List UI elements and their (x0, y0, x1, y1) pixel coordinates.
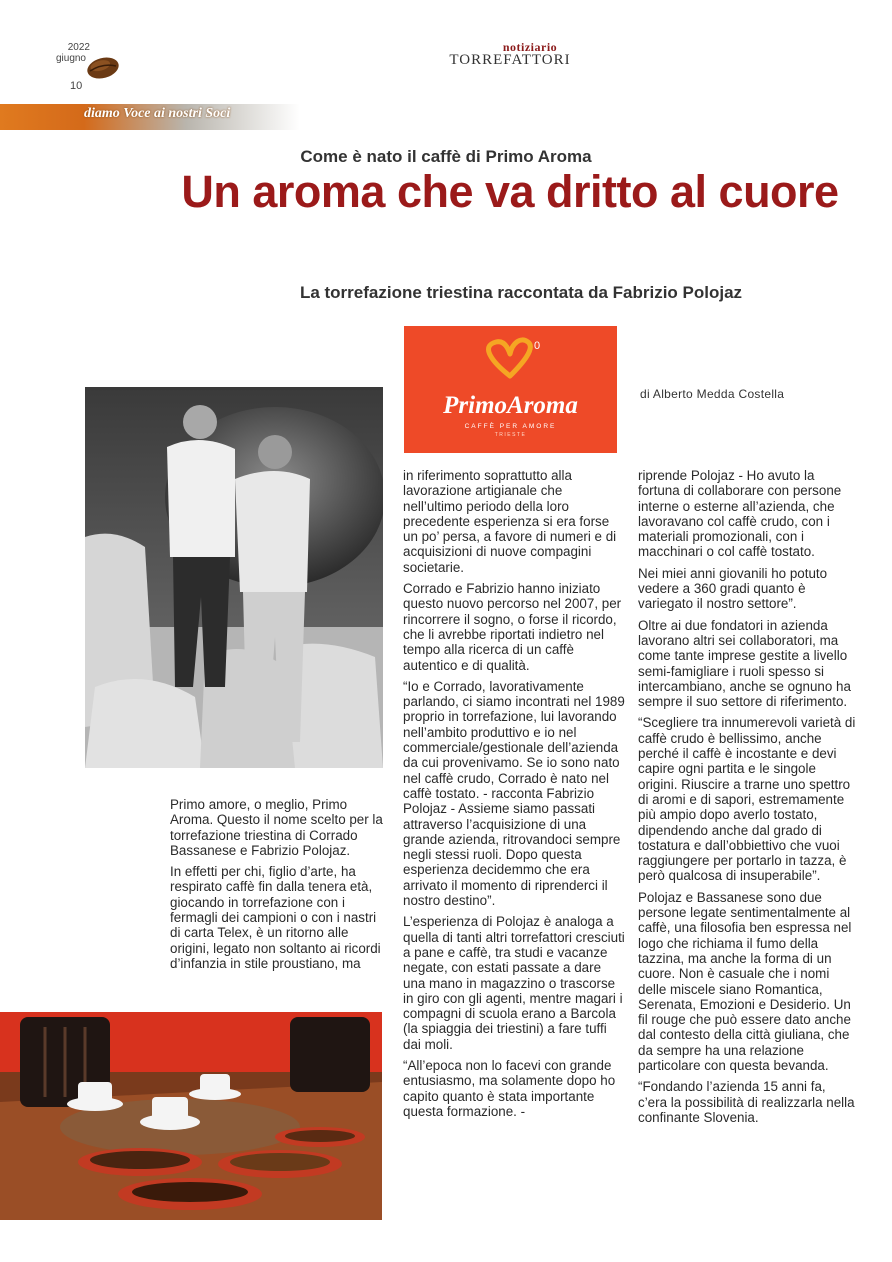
article-kicker: Come è nato il caffè di Primo Aroma (300, 147, 592, 166)
paragraph: Polojaz e Bassanese sono due persone legate sentimentalmente al caffè, una filosofia ben espressa nel logo che richiama il fumo della tazzina, ma anche la forma di un cuore. Non è casuale che i nomi delle miscele siano Romantica, Serenata, Emozioni e Desiderio. Un fil rouge che può essere dato anche dal contesto della città giuliana, che da sempre ha una relazione particolare con questa bevanda. (638, 889, 852, 1073)
paragraph: L’esperienza di Polojaz è analoga a quella di tanti altri torrefattori cresciuti a pane e caffè, tra studi e vacanze negate, con estati passate a dare una mano in magazzino o trascorse in giro con gli agenti, mentre magari i compagni di scuola erano a Barcola (la spiaggia dei triestini) a fare tuffi dai moli. (403, 914, 625, 1052)
issue-month: giugno (55, 53, 86, 64)
primo-aroma-logo (404, 326, 617, 453)
article-subtitle: La torrefazione triestina raccontata da Fabrizio Polojaz (299, 283, 743, 302)
paragraph: Primo amore, o meglio, Primo Aroma. Questo il nome scelto per la torrefazione triestina di Corrado Bassanese e Fabrizio Polojaz. (170, 797, 383, 858)
paragraph: “All’epoca non lo facevi con grande entusiasmo, ma solamente dopo ho capito quanto è stata importante questa formazione. - (403, 1057, 616, 1119)
coffee-bean-icon (85, 55, 121, 81)
article-title: Un aroma che va dritto al cuore (181, 166, 839, 217)
paragraph: in riferimento soprattutto alla lavorazione artigianale che nell’ultimo periodo della loro precedente esperienza si era forse un po’ persa, a favore di numeri e di acquisizioni di nuove compagini societarie. (403, 468, 617, 575)
paragraph: “Scegliere tra innumerevoli varietà di caffè crudo è bellissimo, anche perché il caffè è incostante e devi capire ogni partita e le singole origini. Riuscire a trarne uno spettro di aromi e di sapori, estremamente più ampio dopo averlo tostato, dipendendo anche dal grado di tostatura e dall’obbiettivo che vuoi raggiungere per portarlo in tazza, è però qualcosa di insuperabile”. (638, 715, 856, 884)
logo-city: TRIESTE (494, 432, 527, 438)
paragraph: In effetti per chi, figlio d’arte, ha respirato caffè fin dalla tenera età, giocando in torrefazione con i fermagli dei campioni o con i nastri di carta Telex, è un ritorno alle origini, legato non soltanto ai ricordi d’infanzia in stile proustiano, ma (170, 864, 381, 971)
coffee-cups-photo (0, 1012, 382, 1220)
article-byline: di Alberto Medda Costella (640, 387, 785, 401)
paragraph: “Io e Corrado, lavorativamente parlando, ci siamo incontrati nel 1989 proprio in torrefazione, lui lavorando nell’ambito produttivo e io nel commerciale/gestionale dell’azienda da cui provenivamo. Se io sono nato nel caffè crudo, Corrado è nato nel caffè tostato. - racconta Fabrizio Polojaz - Assieme siamo passati attraverso l’acquisizione di una grande azienda, ritrovandoci sempre negli stessi ruoli. Dopo questa esperienza decidemmo che era arrivato il momento di riprenderci il nostro destino”. (403, 678, 625, 909)
logo-wordmark: PrimoAroma (443, 392, 578, 419)
section-banner-label: diamo Voce ai nostri Soci (84, 106, 231, 121)
article-column-3 (638, 468, 858, 1131)
paragraph: riprende Polojaz - Ho avuto la fortuna di collaborare con persone interne o esterne all’azienda, che lavoravano col caffè crudo, con i materiali promozionali, con i macchinari o col caffè tostato. (638, 468, 842, 560)
logo-degree-mark: 0 (534, 340, 541, 352)
masthead-title: TORREFATTORI (449, 52, 571, 68)
article-column-1 (170, 797, 388, 977)
article-column-2 (403, 468, 625, 1125)
paragraph: Nei miei anni giovanili ho potuto vedere a 360 gradi quanto è variegato il nostro settore”. (638, 565, 828, 612)
issue-year: 2022 (67, 42, 90, 53)
paragraph: Corrado e Fabrizio hanno iniziato questo nuovo percorso nel 2007, per rincorrere il sogno, o forse il ricordo, che li avrebbe riportati indietro nel tempo alla ricerca di un caffè autentico e di qualità. (403, 581, 622, 673)
paragraph: “Fondando l’azienda 15 anni fa, c’era la possibilità di realizzarla nella confinante Slovenia. (638, 1079, 855, 1125)
logo-tagline: CAFFÈ PER AMORE (464, 423, 557, 430)
paragraph: Oltre ai due fondatori in azienda lavorano altri sei collaboratori, ma come tante imprese gestite a livello semi-famigliare i ruoli spesso si intercambiano, anche se ognuno ha sempre il suo settore di riferimento. (638, 617, 851, 710)
page-number: 10 (70, 80, 83, 92)
masthead-subtitle: notiziario (502, 40, 558, 54)
founders-photo (85, 387, 383, 768)
